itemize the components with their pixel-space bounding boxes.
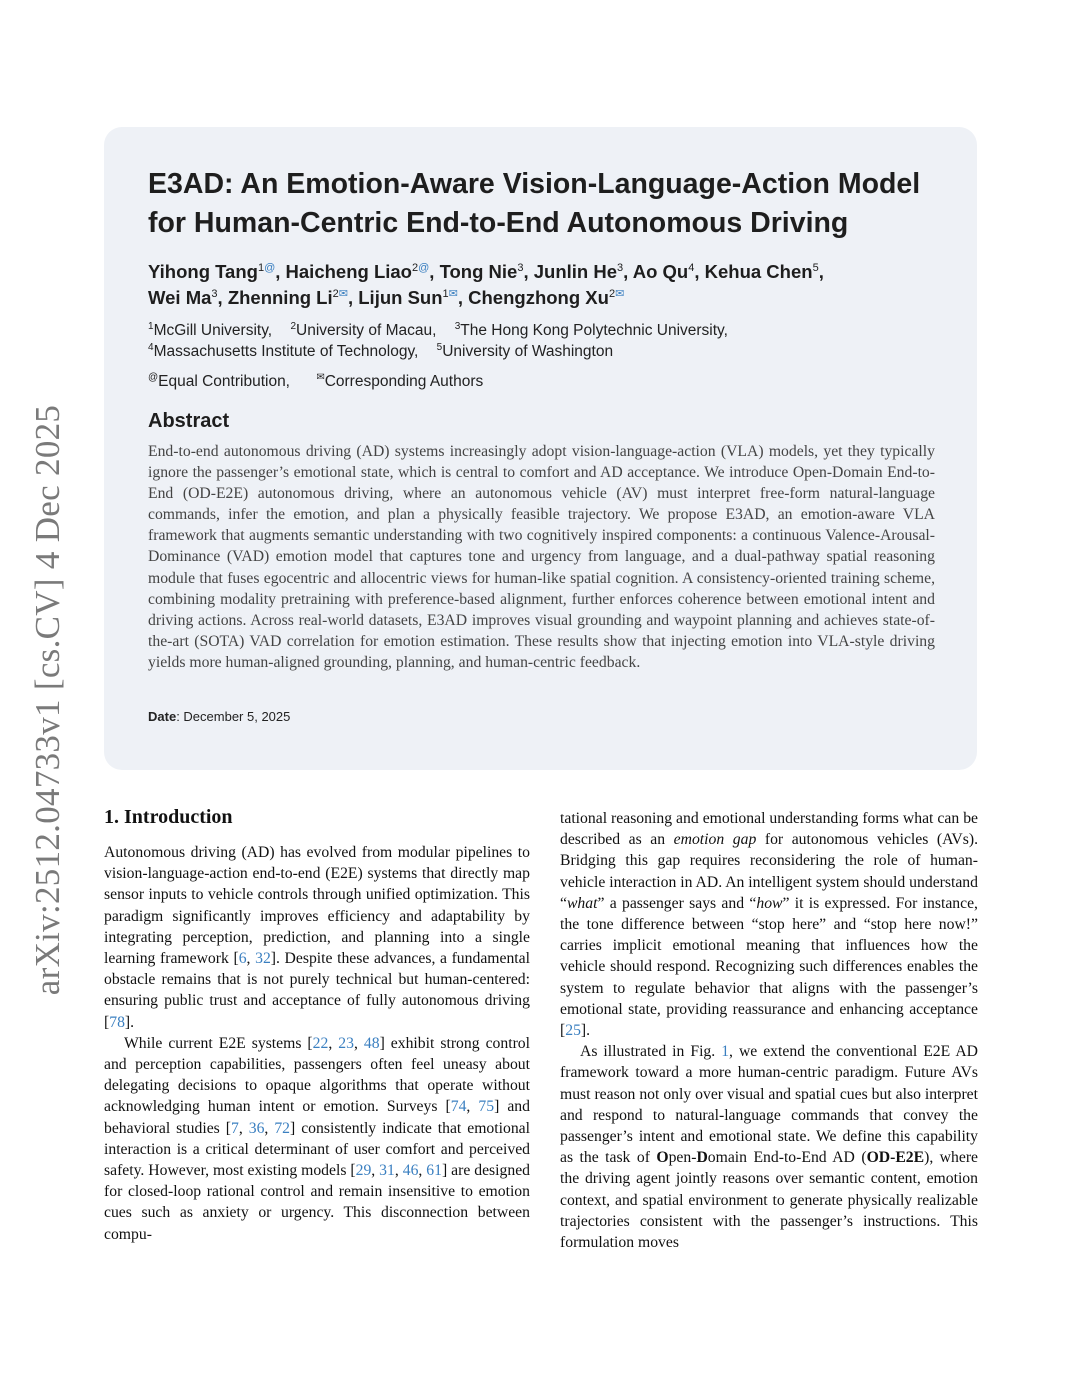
- title-line-1: E3AD: An Emotion-Aware Vision-Language-Action Model: [148, 168, 921, 200]
- citation-link[interactable]: 25: [565, 1022, 581, 1040]
- affiliations-line-1: [148, 320, 948, 341]
- author-name: Junlin He: [533, 261, 617, 282]
- affiliations-line-2: [148, 341, 948, 362]
- author-affiliation-number: 1: [257, 262, 265, 274]
- author-affiliation-number: 2: [608, 288, 616, 300]
- citation-link[interactable]: 36: [248, 1119, 265, 1137]
- citation-link[interactable]: 6: [238, 950, 247, 968]
- citation-link[interactable]: 78: [109, 1013, 125, 1031]
- intro-left-column: [104, 842, 530, 1245]
- equal-contribution-icon: @: [148, 372, 159, 383]
- author-name: Lijun Sun: [358, 287, 443, 308]
- bold-text: D: [696, 1149, 708, 1167]
- section-heading-introduction: 1. Introduction: [104, 806, 233, 828]
- affiliation: $^5$University of Washington: [436, 342, 614, 360]
- title-line-2: for Human-Centric End-to-End Autonomous Driving: [148, 207, 849, 239]
- author-affiliation-number: 3: [211, 288, 218, 300]
- corresponding-authors-note: ✉Corresponding Authors: [316, 372, 484, 390]
- paragraph: Autonomous driving (AD) has evolved from modular pipelines to vision-language-action end-to-end (E2E) systems that directly map sensor inputs to vehicle controls through unified optimization. This paradigm significantly improves efficiency and adaptability by integrating perception, prediction, and planning into a single learning framework [6, 32]. Despite these advances, a fundamental obstacle remains that is not purely technical but human-centered: ensuring public trust and acceptance of fully autonomous driving [78].: [104, 844, 530, 1031]
- citation-link[interactable]: 48: [363, 1034, 380, 1052]
- envelope-icon: ✉: [448, 288, 458, 300]
- author-affiliation-number: 3: [617, 262, 624, 274]
- affiliation: $^4$Massachusetts Institute of Technology,: [148, 342, 419, 360]
- equal-contribution-note: @Equal Contribution,: [148, 372, 290, 390]
- author-name: Chengzhong Xu: [468, 287, 609, 308]
- author-affiliation-number: 5: [812, 262, 819, 274]
- author-name: Zhenning Li: [227, 287, 333, 308]
- citation-link[interactable]: 29: [355, 1162, 372, 1180]
- paper-title: [148, 165, 948, 243]
- emphasis: emotion gap: [673, 831, 757, 849]
- author-list: Yihong Tang$^{1@}$, Haicheng Liao$^{2@}$, Tong Nie$^3$, Junlin He$^3$, Ao Qu$^4$, Kehua Chen$^5$, Wei Ma$^3$, Zhenning $Li^{2✉}$, Lijun Sun$^{1✉}$, Chengzhong $Xu^{2✉}$: [148, 261, 824, 308]
- date-label: Date: [148, 709, 177, 724]
- citation-link[interactable]: 23: [338, 1034, 354, 1052]
- affiliation: $^1$McGill University,: [148, 321, 273, 339]
- abstract-heading: Abstract: [148, 410, 230, 432]
- citation-link[interactable]: 7: [230, 1119, 239, 1137]
- arxiv-sidebar: [8, 400, 88, 1000]
- emphasis: how: [756, 894, 783, 912]
- envelope-icon: ✉: [615, 288, 625, 300]
- equal-contribution-icon: @: [264, 262, 276, 274]
- emphasis: what: [566, 894, 598, 912]
- bold-text: O: [656, 1149, 669, 1167]
- citation-link[interactable]: 75: [478, 1098, 495, 1116]
- citation-link[interactable]: 72: [274, 1119, 290, 1137]
- author-name: Yihong Tang: [148, 261, 258, 282]
- author-name: Wei Ma: [148, 287, 212, 308]
- author-affiliation-number: 1: [442, 288, 449, 300]
- author-name: Ao Qu: [632, 261, 689, 282]
- affiliation: $^3$The Hong Kong Polytechnic University,: [454, 321, 728, 339]
- citation-link[interactable]: 46: [402, 1162, 419, 1180]
- bold-text: OD-E2E: [866, 1149, 925, 1167]
- author-affiliation-number: 2: [332, 288, 339, 300]
- citation-link[interactable]: 74: [450, 1098, 467, 1116]
- citation-link[interactable]: 1: [721, 1043, 730, 1061]
- envelope-icon: ✉: [338, 288, 348, 300]
- affiliation: $^2$University of Macau,: [290, 321, 437, 339]
- author-affiliation-number: 2: [411, 262, 419, 274]
- author-notes: [148, 371, 948, 392]
- citation-link[interactable]: 32: [255, 950, 271, 968]
- paragraph: tational reasoning and emotional understanding forms what can be described as an emotion gap for autonomous vehicles (AVs). Bridging this gap requires reconsidering the role of human-vehicle interaction in AD. An intelligent system should understand “what” a passenger says and “how” it is expressed. For instance, the tone difference between “stop here” and “stop here now!” carries implicit emotional meaning that influences how the vehicle should respond. Recognizing such differences enables the system to regulate behavior that aligns with the passenger’s emotional state, providing reassurance and enhancing acceptance [25].: [560, 810, 979, 1040]
- intro-right-column: [560, 808, 978, 1253]
- citation-link[interactable]: 61: [426, 1162, 442, 1180]
- author-affiliation-number: 3: [517, 262, 524, 274]
- envelope-icon: ✉: [316, 372, 325, 383]
- author-name: Kehua Chen: [704, 261, 813, 282]
- equal-contribution-icon: @: [418, 262, 430, 274]
- date-value: : December 5, 2025: [176, 709, 291, 724]
- paragraph: While current E2E systems [22, 23, 48] exhibit strong control and perception capabilities, passengers often feel uneasy about delegating decisions to opaque algorithms that operate without acknowledging human intent or emotion. Surveys [74, 75] and behavioral studies [7, 36, 72] consistently indicate that emotional interaction is a critical determinant of user comfort and perceived safety. However, most existing models [29, 31, 46, 61] are designed for closed-loop rational control and remain insensitive to emotion cues such as anxiety or urgency. This disconnection between compu-: [104, 1034, 531, 1243]
- author-affiliation-number: 4: [688, 262, 695, 274]
- citation-link[interactable]: 31: [379, 1162, 395, 1180]
- citation-link[interactable]: 22: [312, 1034, 329, 1052]
- publication-date: [148, 709, 290, 724]
- arxiv-identifier: arXiv:2512.04733v1 [cs.CV] 4 Dec 2025: [28, 404, 67, 996]
- author-name: Haicheng Liao: [285, 261, 412, 282]
- author-name: Tong Nie: [439, 261, 518, 282]
- paragraph: As illustrated in Fig. 1, we extend the conventional E2E AD framework toward a more human-centric paradigm. Future AVs must reason not only over visual and spatial cues but also interpret and respond to natural-language commands that convey the passenger’s intent and emotional state. We define this capability as the task of Open-Domain End-to-End AD (OD-E2E), where the driving agent jointly reasons over semantic content, emotion context, and spatial environment to generate physically realizable trajectories consistent with the passenger’s instructions. This formulation moves: [560, 1043, 979, 1252]
- abstract-text: End-to-end autonomous driving (AD) systems increasingly adopt vision-language-action (VLA) models, yet they typically ignore the passenger’s emotional state, which is central to comfort and AD acceptance. We introduce Open-Domain End-to-End (OD-E2E) autonomous driving, where an autonomous vehicle (AV) must interpret free-form natural-language commands, infer the emotion, and plan a physically feasible trajectory. We propose E3AD, an emotion-aware VLA framework that augments semantic understanding with two cognitively inspired components: a continuous Valence-Arousal-Dominance (VAD) emotion model that captures tone and urgency from language, and a dual-pathway spatial reasoning module that fuses egocentric and allocentric views for human-like spatial cognition. A consistency-oriented training scheme, combining modality pretraining with preference-based alignment, further enforces coherence between emotional intent and driving actions. Across real-world datasets, E3AD improves visual grounding and waypoint planning and achieves state-of-the-art (SOTA) VAD correlation for emotion estimation. These results show that injecting emotion into VLA-style driving yields more human-aligned grounding, planning, and human-centric feedback.: [148, 443, 935, 671]
